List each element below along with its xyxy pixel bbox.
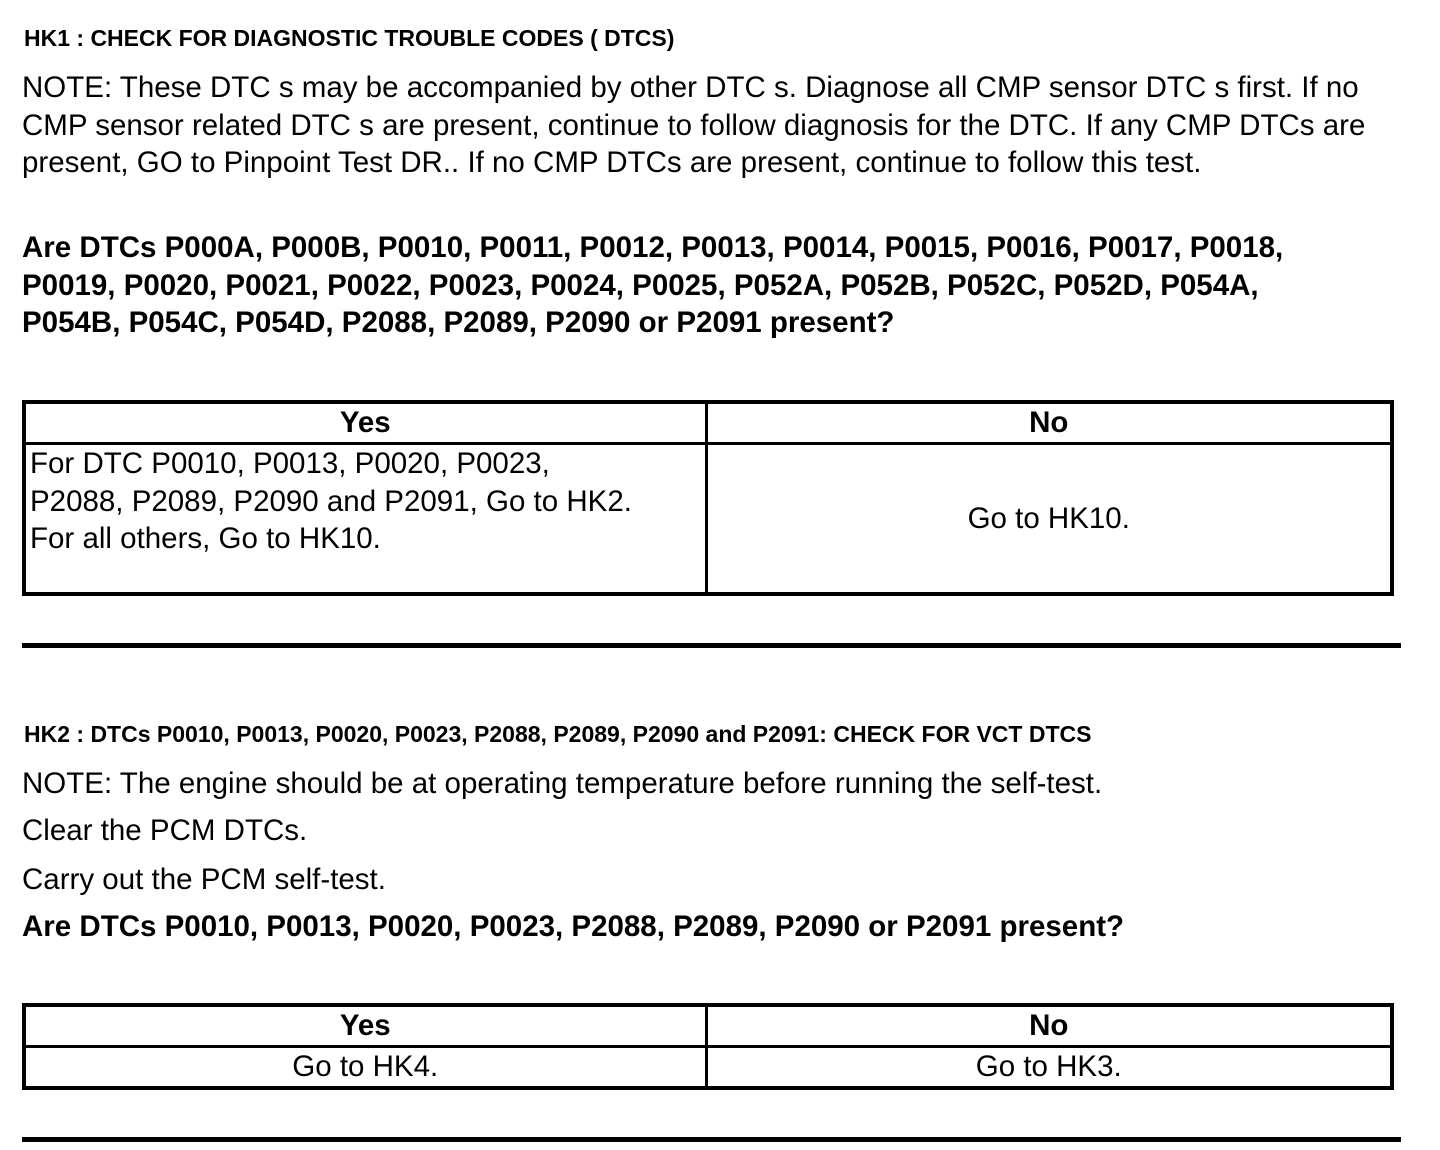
hk2-step2-block [22,861,1402,899]
section-divider [22,643,1401,648]
hk2-question-block [22,908,1402,946]
hk1-yes-cell [24,444,706,594]
hk2-note: NOTE: The engine should be at operating temperature before running the self-test. [22,767,1103,800]
hk2-no-header: No [706,1005,1392,1047]
hk1-yes-action: For DTC P0010, P0013, P0020, P0023, P2088, P2089, P2090 and P2091, Go to HK2. [30,447,632,518]
hk2-note-block [22,765,1402,803]
hk2-section [22,720,1402,748]
hk1-no-header: No [706,402,1392,444]
hk1-yes-header: Yes [24,402,706,444]
hk2-step-selftest: Carry out the PCM self-test. [22,863,386,896]
hk2-yes-header: Yes [24,1005,706,1047]
hk1-title: HK1 : CHECK FOR DIAGNOSTIC TROUBLE CODES ( DTCS) [24,25,675,51]
hk2-question: Are DTCs P0010, P0013, P0020, P0023, P2088, P2089, P2090 or P2091 present? [22,910,1125,943]
hk2-yes-cell: Go to HK4. [24,1047,706,1088]
hk1-yes-no-table [22,400,1394,596]
hk1-note: NOTE: These DTC s may be accompanied by other DTC s. Diagnose all CMP sensor DTC s first. If no CMP sensor related DTC s are present, continue to follow diagnosis for the DTC. If any CMP DTCs are present, GO to Pinpoint Test DR.. If no CMP DTCs are present, continue to follow this test. [22,71,1366,179]
hk2-step1-block [22,812,1402,850]
hk2-title: HK2 : DTCs P0010, P0013, P0020, P0023, P2088, P2089, P2090 and P2091: CHECK FOR VCT DTCS [24,721,1092,747]
section-divider-bottom [22,1137,1401,1142]
hk1-note-block [22,69,1394,182]
hk2-no-cell: Go to HK3. [706,1047,1392,1088]
hk2-yes-no-table [22,1003,1394,1090]
hk1-question-block [22,229,1362,342]
hk1-section [22,24,1402,52]
hk1-question: Are DTCs P000A, P000B, P0010, P0011, P0012, P0013, P0014, P0015, P0016, P0017, P0018, P0019, P0020, P0021, P0022, P0023, P0024, P0025, P052A, P052B, P052C, P052D, P054A, P054B, P054C, P054D, P2088, P2089, P2090 or P2091 present? [22,231,1284,339]
hk2-step-clear: Clear the PCM DTCs. [22,814,308,847]
hk1-no-cell: Go to HK10. [706,444,1392,594]
hk1-yes-others: For all others, Go to HK10. [30,522,381,555]
